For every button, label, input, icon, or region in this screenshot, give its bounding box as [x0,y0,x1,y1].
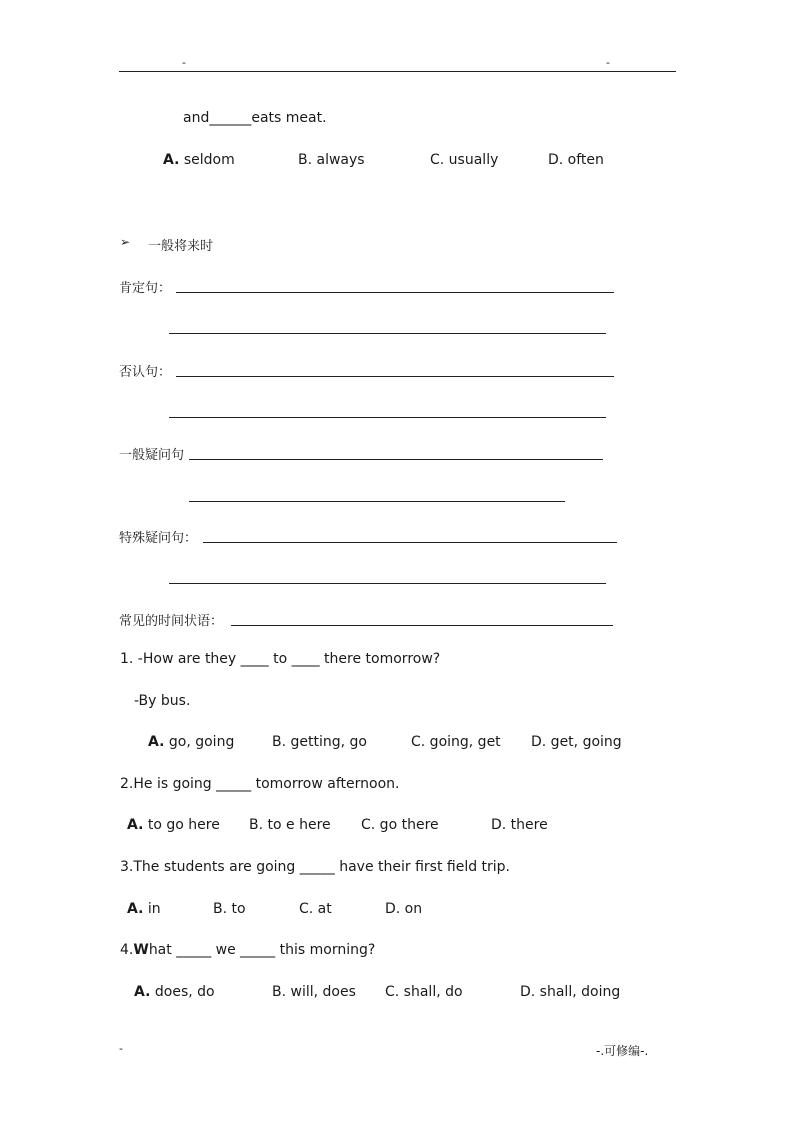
question-1-text: 1. -How are they ____ to ____ there tomorrow? [120,651,441,667]
prev-line-after: eats meat. [251,110,327,126]
prev-question-line [183,110,327,126]
question-2-text: 2.He is going _____ tomorrow afternoon. [120,776,400,792]
affirmative-blank-2 [169,319,606,334]
section-bullet-icon: ➢ [120,235,131,249]
q1-option-a: A. go, going [148,734,235,750]
header-left-mark: - [182,56,186,69]
footer-right-text: -.可修编-. [596,1044,649,1058]
wh-question-label: 特殊疑问句： [119,531,198,546]
wh-question-blank-1 [203,528,617,543]
time-words-blank [231,611,613,626]
question-3-text: 3.The students are going _____ have their first field trip. [120,859,511,875]
q2-option-a: A. to go here [127,817,220,833]
header-rule [119,71,676,72]
q1-option-b: B. getting, go [272,734,367,750]
q1-option-d: D. get, going [531,734,622,750]
yes-no-blank-2 [189,487,565,502]
option-d: D. often [548,152,604,168]
negative-blank-2 [169,403,606,418]
negative-blank-1 [176,362,614,377]
q2-option-c: C. go there [361,817,439,833]
q3-option-b: B. to [213,901,246,917]
option-c: C. usually [430,152,499,168]
q3-option-a: A. in [127,901,161,917]
q2-option-b: B. to e here [249,817,331,833]
q4-option-b: B. will, does [272,984,356,1000]
q3-option-d: D. on [385,901,423,917]
affirmative-label: 肯定句： [119,281,172,296]
negative-label: 否认句： [119,365,172,380]
yes-no-label: 一般疑问句 [119,448,185,463]
section-title: 一般将来时 [148,239,214,254]
option-a: A. seldom [163,152,235,168]
affirmative-blank-1 [176,278,614,293]
footer-left-mark: - [119,1042,123,1055]
q2-option-d: D. there [491,817,548,833]
question-4-text: 4.What _____ we _____ this morning? [120,942,376,958]
q3-option-c: C. at [299,901,332,917]
header-right-mark: - [606,56,610,69]
q4-option-d: D. shall, doing [520,984,621,1000]
q4-option-a: A. does, do [134,984,215,1000]
option-b: B. always [298,152,365,168]
question-1-sub: -By bus. [134,693,191,709]
prev-line-blank: ______ [209,110,252,126]
time-words-label: 常见的时间状语： [119,614,224,629]
q1-option-c: C. going, get [411,734,501,750]
q4-option-c: C. shall, do [385,984,463,1000]
yes-no-blank-1 [189,445,603,460]
wh-question-blank-2 [169,569,606,584]
prev-line-before: and [183,110,210,126]
